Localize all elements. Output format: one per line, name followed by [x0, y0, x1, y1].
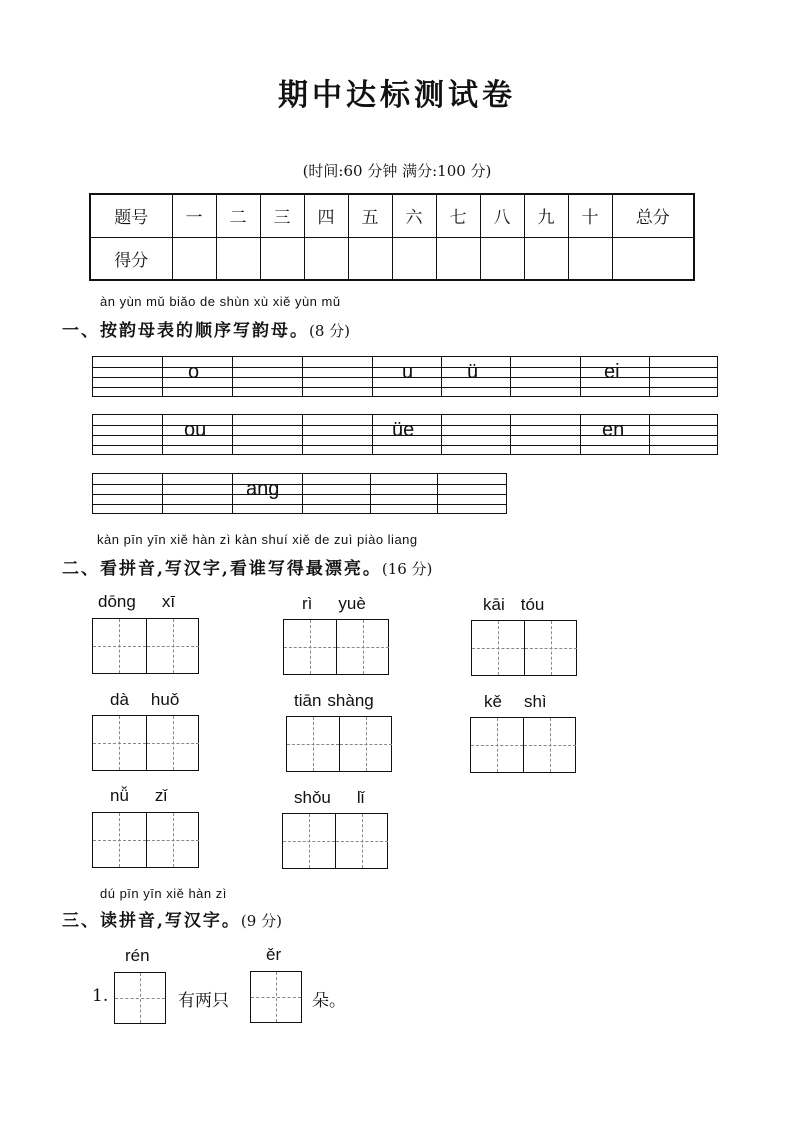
vowel-given: üe: [392, 419, 415, 441]
writing-grid[interactable]: [286, 716, 392, 772]
score-col-header: 四: [304, 194, 348, 237]
character-cell[interactable]: [146, 619, 200, 673]
dashed-guide: [173, 716, 174, 770]
dashed-guide: [173, 813, 174, 867]
score-cell[interactable]: [304, 237, 348, 280]
dashed-guide: [173, 619, 174, 673]
score-row-header: 题号: [90, 194, 172, 237]
writing-grid[interactable]: [470, 717, 576, 773]
dashed-guide: [309, 814, 310, 868]
cell-divider: [232, 474, 233, 513]
vowel-strip-2: [92, 414, 718, 455]
score-cell[interactable]: [480, 237, 524, 280]
score-col-header: 三: [260, 194, 304, 237]
q1-text-middle: 有两只: [178, 991, 229, 1011]
q1-text-end: 朵。: [312, 991, 346, 1011]
character-cell[interactable]: [93, 619, 146, 673]
score-cell[interactable]: [216, 237, 260, 280]
score-header-row: [90, 194, 694, 237]
dashed-guide: [313, 717, 314, 771]
word-pinyin: rì yuè: [302, 594, 366, 613]
character-cell[interactable]: [472, 621, 524, 675]
guide-line: [93, 504, 506, 505]
character-cell[interactable]: [146, 716, 200, 770]
cell-divider: [370, 474, 371, 513]
word-pinyin: dōng xī: [98, 592, 176, 611]
cell-divider: [232, 357, 233, 396]
score-value-row: [90, 237, 694, 280]
q1-number: 1.: [92, 986, 109, 1006]
dashed-guide: [550, 718, 551, 772]
section2-heading: [62, 554, 432, 579]
cell-divider: [441, 415, 442, 454]
cell-divider: [441, 357, 442, 396]
character-cell[interactable]: [471, 718, 523, 772]
section2-pinyin: kàn pīn yīn xiě hàn zì kàn shuí xiě de zuì piào liang: [97, 532, 418, 547]
cell-divider: [302, 415, 303, 454]
dashed-guide: [310, 620, 311, 674]
cell-divider: [717, 357, 718, 396]
cell-divider: [437, 474, 438, 513]
score-col-header: 六: [392, 194, 436, 237]
word-pinyin: shǒu lǐ: [294, 788, 365, 807]
dashed-guide: [363, 620, 364, 674]
word-pinyin: kāi tóu: [483, 595, 545, 614]
score-col-header: 七: [436, 194, 480, 237]
vowel-given: ü: [467, 361, 479, 383]
score-cell[interactable]: [392, 237, 436, 280]
score-cell[interactable]: [260, 237, 304, 280]
character-cell[interactable]: [287, 717, 339, 771]
score-cell[interactable]: [568, 237, 612, 280]
score-table: [89, 193, 695, 281]
section2-points: (16 分): [381, 560, 433, 578]
cell-divider: [162, 415, 163, 454]
score-col-header: 二: [216, 194, 260, 237]
dashed-guide: [498, 621, 499, 675]
score-cell[interactable]: [612, 237, 694, 280]
score-col-header: 五: [348, 194, 392, 237]
dashed-guide: [366, 717, 367, 771]
character-cell[interactable]: [93, 813, 146, 867]
answer-box[interactable]: [114, 972, 166, 1024]
vowel-given: ou: [184, 419, 207, 441]
section3-title: 三、读拼音,写汉字。: [62, 911, 241, 931]
dashed-guide: [497, 718, 498, 772]
section1-points: (8 分): [309, 322, 351, 340]
section2-title: 二、看拼音,写汉字,看谁写得最漂亮。: [62, 559, 382, 579]
cell-divider: [232, 415, 233, 454]
character-cell[interactable]: [93, 716, 146, 770]
q1-pinyin-2: ěr: [266, 945, 282, 964]
cell-divider: [580, 415, 581, 454]
character-cell[interactable]: [336, 620, 389, 674]
word-pinyin: nǚ zǐ: [110, 786, 168, 805]
dashed-guide: [362, 814, 363, 868]
character-cell[interactable]: [335, 814, 388, 868]
character-cell[interactable]: [283, 814, 335, 868]
dashed-guide: [119, 716, 120, 770]
cell-divider: [580, 357, 581, 396]
section1-heading: [62, 316, 350, 341]
character-cell[interactable]: [524, 621, 577, 675]
vowel-given: ei: [604, 361, 620, 383]
writing-grid[interactable]: [92, 618, 199, 674]
vowel-given: ang: [246, 478, 280, 500]
character-cell[interactable]: [146, 813, 200, 867]
vowel-given: u: [402, 361, 414, 383]
cell-divider: [372, 357, 373, 396]
cell-divider: [162, 357, 163, 396]
cell-divider: [649, 415, 650, 454]
cell-divider: [302, 474, 303, 513]
cell-divider: [510, 415, 511, 454]
score-cell[interactable]: [524, 237, 568, 280]
vowel-given: o: [188, 361, 200, 383]
score-cell[interactable]: [348, 237, 392, 280]
score-cell[interactable]: [172, 237, 216, 280]
writing-grid[interactable]: [92, 715, 199, 771]
exam-meta: (时间:60 分钟 满分:100 分): [302, 162, 492, 180]
guide-line: [93, 387, 717, 388]
vowel-strip-3: [92, 473, 507, 514]
score-col-header: 八: [480, 194, 524, 237]
character-cell[interactable]: [284, 620, 336, 674]
guide-line: [93, 445, 717, 446]
cell-divider: [302, 357, 303, 396]
answer-box[interactable]: [250, 971, 302, 1023]
cell-divider: [372, 415, 373, 454]
writing-grid[interactable]: [471, 620, 577, 676]
word-pinyin: tiān shàng: [294, 691, 374, 710]
section3-heading: [62, 906, 282, 931]
guide-line: [93, 494, 506, 495]
cell-divider: [510, 357, 511, 396]
vowel-given: en: [602, 419, 625, 441]
score-row-header: 得分: [90, 237, 172, 280]
score-col-header: 十: [568, 194, 612, 237]
writing-grid[interactable]: [283, 619, 389, 675]
section1-title: 一、按韵母表的顺序写韵母。: [62, 321, 309, 341]
guide-line: [93, 484, 506, 485]
dashed-guide: [119, 619, 120, 673]
q1-pinyin-1: rén: [125, 946, 150, 965]
section3-pinyin: dú pīn yīn xiě hàn zì: [100, 886, 227, 901]
section1-pinyin: àn yùn mǔ biǎo de shùn xù xiě yùn mǔ: [100, 294, 341, 309]
score-cell[interactable]: [436, 237, 480, 280]
word-pinyin: dà huǒ: [110, 690, 180, 709]
cell-divider: [162, 474, 163, 513]
score-col-header: 九: [524, 194, 568, 237]
page-title: 期中达标测试卷: [278, 78, 516, 113]
word-pinyin: kě shì: [484, 692, 547, 711]
dashed-guide: [551, 621, 552, 675]
writing-grid[interactable]: [92, 812, 199, 868]
cell-divider: [717, 415, 718, 454]
score-col-header: 一: [172, 194, 216, 237]
section3-points: (9 分): [240, 912, 282, 930]
cell-divider: [649, 357, 650, 396]
vowel-strip-1: [92, 356, 718, 397]
writing-grid[interactable]: [282, 813, 388, 869]
dashed-guide: [119, 813, 120, 867]
character-cell[interactable]: [523, 718, 576, 772]
character-cell[interactable]: [339, 717, 392, 771]
score-col-header: 总分: [612, 194, 694, 237]
